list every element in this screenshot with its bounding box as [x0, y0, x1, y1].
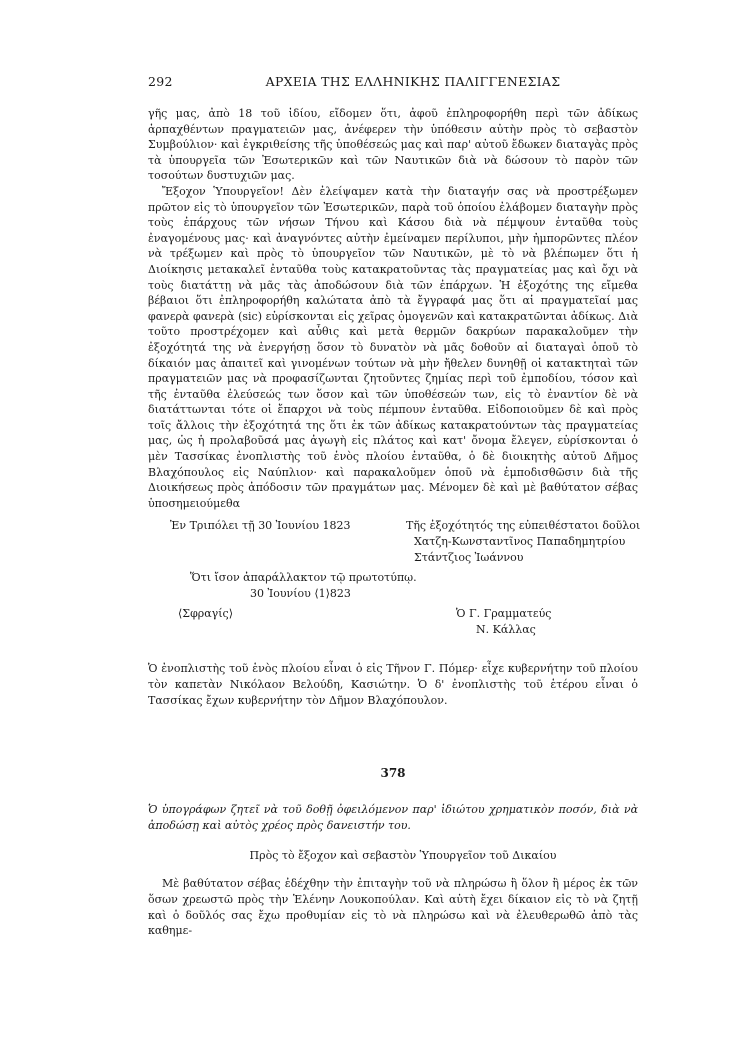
seal-label: ⟨Σφραγίς⟩ — [178, 607, 234, 621]
document-addressee: Πρὸς τὸ ἔξοχον καὶ σεβαστὸν Ὑπουργεῖον τοῦ Δικαίου — [249, 849, 557, 863]
closing-formula: Τῆς ἐξοχότητός της εὐπειθέστατοι δοῦλοι — [406, 519, 641, 533]
document-number: 378 — [380, 766, 406, 781]
letter-body — [148, 106, 638, 511]
copy-attestation: Ὅτι ἴσον ἀπαράλλακτον τῷ πρωτοτύπῳ. — [190, 571, 417, 585]
editor-note: Ὁ ἐνοπλιστὴς τοῦ ἑνὸς πλοίου εἶναι ὁ εἰς Τῆνον Γ. Πόμερ· εἶχε κυβερνήτην τοῦ πλοίου τὸν καπετὰν Νικόλαον Βελούδη, Κασιώτην. Ὁ δ' ἐνοπλιστὴς τοῦ ἑτέρου εἶναι ὁ Τασσίκας ἔχων κυβερνήτην τὸν Δῆμον Βλαχόπουλον. — [148, 662, 638, 707]
signatory-name: Στάντζιος Ἰωάννου — [414, 551, 524, 565]
page-number: 292 — [148, 74, 173, 89]
seal-secretary-row — [148, 607, 638, 623]
letter-paragraph: Ἔξοχον Ὑπουργεῖον! Δὲν ἐλείψαμεν κατὰ τὴν διαταγήν σας νὰ προστρέξωμεν πρῶτον εἰς τὸ ὑπουργεῖον τῶν Ἐσωτερικῶν, παρὰ τοῦ ὁποίου ἐλάβομεν διαταγὴν πρὸς τοὺς ἐπάρχους τῶν νήσων Τήνου καὶ Κάσου διὰ νὰ πέμψουν ἐνταῦθα τοὺς ἐναγομένους μας· καὶ ἀναγνόντες αὐτὴν ἐμείναμεν περίλυποι, μὴν ἠμπορῶντες πλέον νὰ τρέξωμεν καὶ πρὸς τὸ ὑπουργεῖον τῶν Ναυτικῶν, μὲ τὸ νὰ βλέπωμεν ὅτι ἡ Διοίκησις μετακαλεῖ ἐνταῦθα τοὺς κατακρατοῦντας τὰς πραγματείας μας καὶ ὄχι νὰ τοὺς διατάττῃ νὰ μᾶς τὰς ἀποδώσουν διὰ τῶν ἐπάρχων. Ἡ ἐξοχότης της εἴμεθα βέβαιοι ὅτι ἐπληροφορήθη καλώτατα ἀπὸ τὰ ἔγγραφά μας ὅτι αἱ πραγματεῖαί μας φανερὰ φανερὰ (sic) εὑρίσκονται εἰς χεῖρας ὁμογενῶν καὶ κατακρατῶνται ἀδίκως. Διὰ τοῦτο προστρέχομεν καὶ αὖθις καὶ μετὰ θερμῶν δακρύων παρακαλοῦμεν τὴν ἐξοχότητά της νὰ ἐνεργήσῃ ὅσον τὸ δυνατὸν νὰ μᾶς δοθοῦν αἱ διαταγαὶ ὁποῦ τὸ δίκαιόν μας ἀπαιτεῖ καὶ γινομένων τούτων νὰ μὴν ἤθελεν δυνηθῇ οἱ κατακτηταὶ τῶν πραγματειῶν μας νὰ προφασίζωνται ζητοῦντες ζημίας περὶ τοῦ ἐμποδίου, τόσον καὶ τῆς ἐνταῦθα ἐλεύσεώς των ὅσον καὶ τῶν ὑποθέσεών των, εἰς τὸ ἐναντίον δὲ νὰ διατάττωνται τότε οἱ ἔπαρχοι νὰ τοὺς πέμπουν ἐνταῦθα. Εἰδοποιοῦμεν δὲ καὶ πρὸς τοῖς ἄλλοις τὴν ἐξοχότητά της ὅτι ἐκ τῶν ἀδίκως κατακρατούντων τὰς πραγματείας μας, ὡς ἡ προλαβοῦσά μας ἀγωγὴ εἰς πλάτος καὶ κατ' ὄνομα ἔλεγεν, εὑρίσκονται ὁ μὲν Τασσίκας ἐνοπλιστὴς τοῦ ἑνὸς πλοίου ἐνταῦθα, ὁ δὲ διοικητὴς αὐτοῦ Δῆμος Βλαχόπουλος εἰς Ναύπλιον· καὶ παρακαλοῦμεν ὁποῦ νὰ ἐμποδισθῶσιν διὰ τῆς Διοικήσεως πρὸς ἀπόδοσιν τῶν πραγμάτων μας. Μένομεν δὲ καὶ μὲ βαθύτατον σέβας ὑποσημειούμεθα — [148, 184, 638, 510]
running-title: ΑΡΧΕΙΑ ΤΗΣ ΕΛΛΗΝΙΚΗΣ ΠΑΛΙΓΓΕΝΕΣΙΑΣ — [265, 74, 561, 89]
letter-paragraph: γῆς μας, ἀπὸ 18 τοῦ ἰδίου, εἴδομεν ὅτι, ἀφοῦ ἐπληροφορήθη περὶ τῶν ἀδίκως ἁρπαχθέντων πραγματειῶν μας, ἀνέφερεν τὴν ὑπόθεσιν αὐτὴν πρὸς τὸ σεβαστὸν Συμβούλιον· καὶ ἐγκριθείσης τῆς ὑποθέσεώς μας καὶ παρ' αὐτοῦ ἔδωκεν διαταγὰς πρὸς τὰ ὑπουργεῖα τῶν Ἐσωτερικῶν καὶ τῶν Ναυτικῶν διὰ νὰ δώσουν τὸ παρὸν τῶν τοσούτων δυστυχιῶν μας. — [148, 107, 638, 183]
document-summary: Ὁ ὑπογράφων ζητεῖ νὰ τοῦ δοθῇ ὀφειλόμενον παρ' ἰδιώτου χρηματικὸν ποσόν, διὰ νὰ ἀποδώσῃ καὶ αὐτὸς χρέος πρὸς δανειστήν του. — [148, 803, 638, 832]
copy-attestation-row — [148, 571, 638, 587]
signature-block — [148, 519, 641, 535]
secretary-title: Ὁ Γ. Γραμματεύς — [456, 607, 552, 621]
place-date: Ἐν Τριπόλει τῇ 30 Ἰουνίου 1823 — [170, 519, 351, 533]
signatory-name: Χατζη-Κωνσταντῖνος Παπαδημητρίου — [414, 535, 626, 549]
secretary-name-row — [148, 623, 638, 639]
page-header — [148, 74, 638, 96]
signatory-line — [148, 535, 638, 551]
signatory-line — [148, 551, 638, 567]
copy-date: 30 Ἰουνίου ⟨1⟩823 — [250, 587, 351, 601]
copy-date-row — [148, 587, 638, 603]
document-body: Μὲ βαθύτατον σέβας ἐδέχθην τὴν ἐπιταγὴν τοῦ νὰ πληρώσω ἢ ὅλον ἢ μέρος ἐκ τῶν ὅσων χρεωστῶ πρὸς τὴν Ἑλένην Λουκοπούλαν. Καὶ αὐτὴ ἔχει δίκαιον εἰς τὸ νὰ ζητῇ καὶ ὁ δοῦλός σας ἔχω προθυμίαν εἰς τὸ νὰ πληρώσω καὶ νὰ ἐλευθερωθῶ ἀπὸ τὰς καθημε- — [148, 877, 638, 938]
document-page — [148, 74, 641, 939]
secretary-name: Ν. Κάλλας — [476, 623, 536, 637]
